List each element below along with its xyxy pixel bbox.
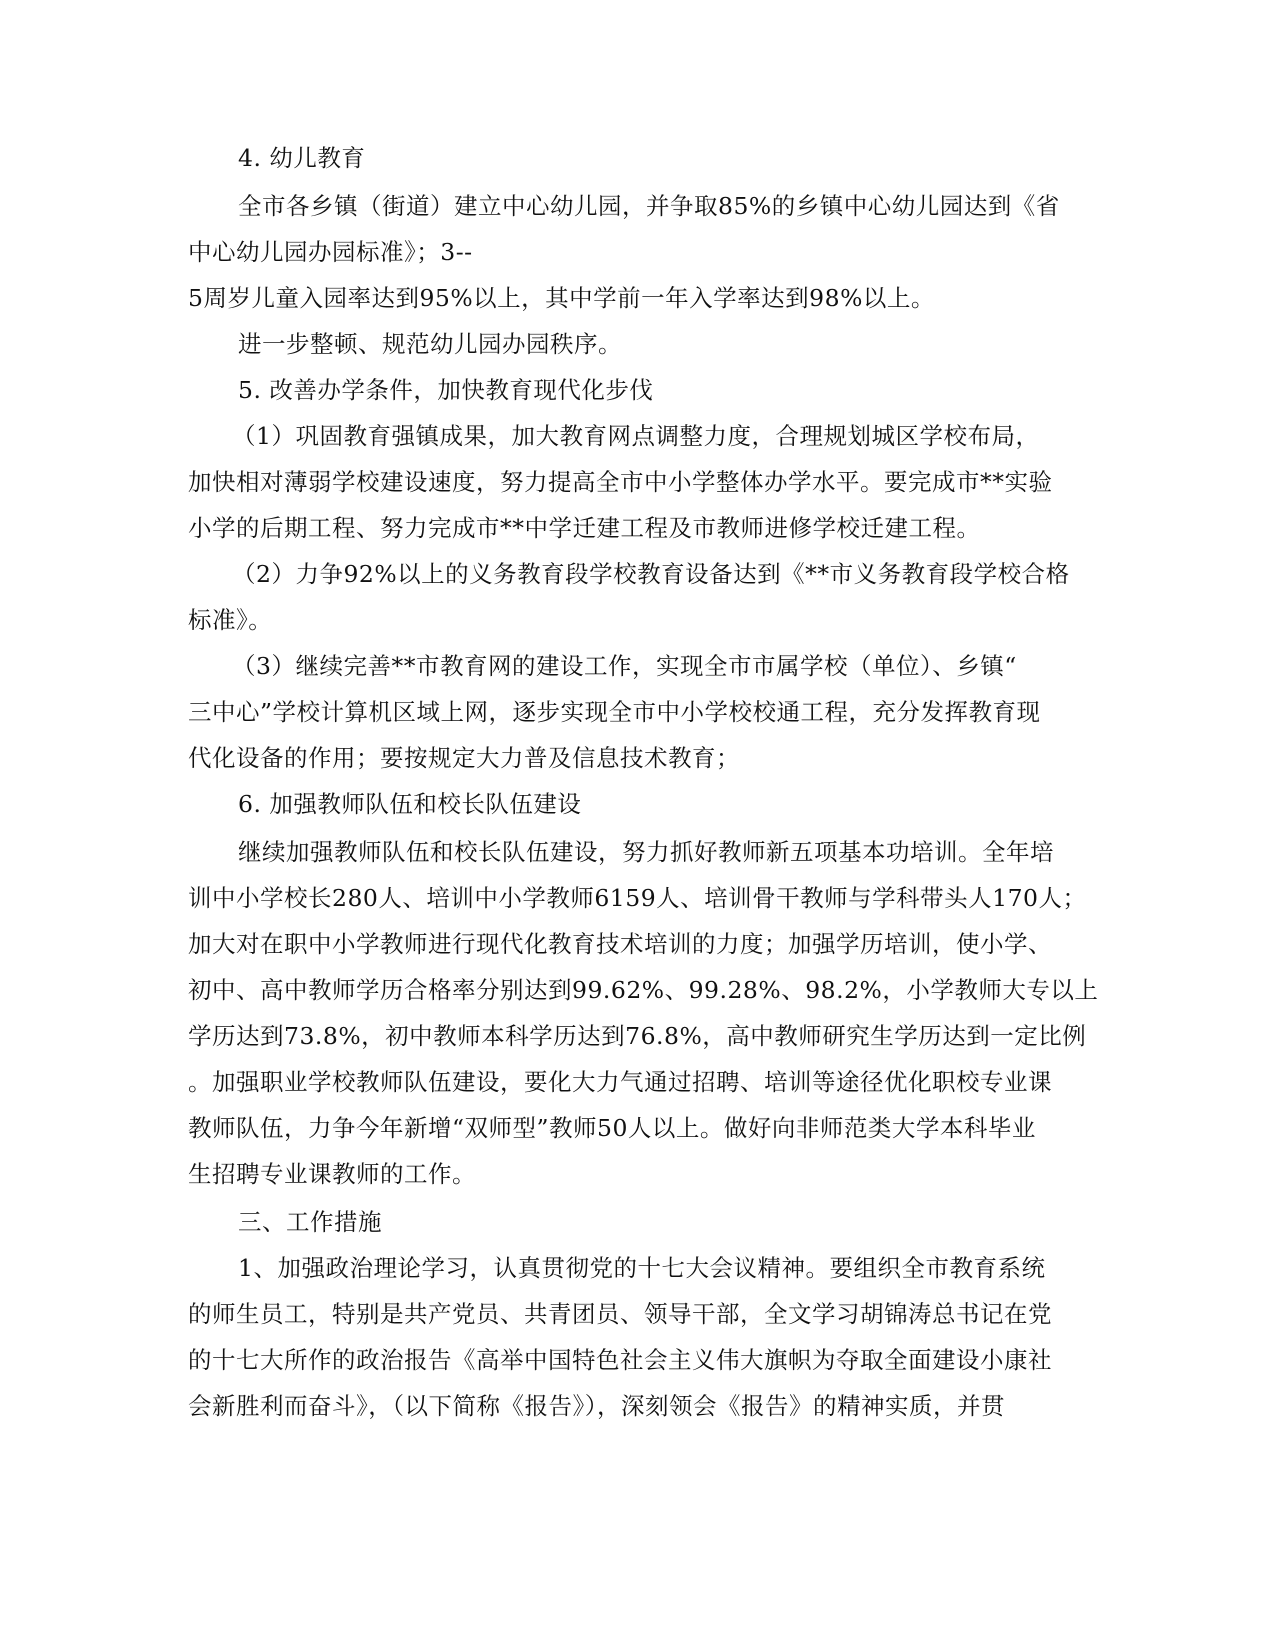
heading-work-measures: 三、工作措施 xyxy=(238,1208,382,1236)
paragraph-line: 会新胜利而奋斗》，（以下简称《报告》），深刻领会《报告》的精神实质，并贯 xyxy=(188,1392,1005,1420)
paragraph-line: 全市各乡镇（街道）建立中心幼儿园，并争取85%的乡镇中心幼儿园达到《省 xyxy=(238,192,1060,220)
paragraph-line: 生招聘专业课教师的工作。 xyxy=(188,1160,476,1188)
paragraph-line: 标准》。 xyxy=(188,606,273,634)
paragraph-line: 小学的后期工程、努力完成市**中学迁建工程及市教师进修学校迁建工程。 xyxy=(188,514,981,542)
paragraph-line: 三中心”学校计算机区域上网，逐步实现全市中小学校校通工程，充分发挥教育现 xyxy=(188,698,1041,726)
paragraph-line: 5周岁儿童入园率达到95%以上，其中学前一年入学率达到98%以上。 xyxy=(188,284,935,312)
paragraph-line: （3）继续完善**市教育网的建设工作，实现全市市属学校（单位）、乡镇“ xyxy=(232,652,1017,680)
paragraph-line: 的师生员工，特别是共产党员、共青团员、领导干部，全文学习胡锦涛总书记在党 xyxy=(188,1300,1052,1328)
heading-preschool-education: 4. 幼儿教育 xyxy=(238,144,366,172)
paragraph-line: 代化设备的作用；要按规定大力普及信息技术教育； xyxy=(188,744,740,772)
paragraph-line: 初中、高中教师学历合格率分别达到99.62%、99.28%、98.2%，小学教师大专以上 xyxy=(188,976,1099,1004)
paragraph-line: 训中小学校长280人、培训中小学教师6159人、培训骨干教师与学科带头人170人； xyxy=(188,884,1087,912)
paragraph-line: （2）力争92%以上的义务教育段学校教育设备达到《**市义务教育段学校合格 xyxy=(232,560,1070,588)
paragraph-line: （1）巩固教育强镇成果，加大教育网点调整力度，合理规划城区学校布局， xyxy=(232,422,1040,450)
paragraph-line: 的十七大所作的政治报告《高举中国特色社会主义伟大旗帜为夺取全面建设小康社 xyxy=(188,1346,1052,1374)
paragraph-line: 1、加强政治理论学习，认真贯彻党的十七大会议精神。要组织全市教育系统 xyxy=(238,1254,1046,1282)
paragraph-line: 加快相对薄弱学校建设速度，努力提高全市中小学整体办学水平。要完成市**实验 xyxy=(188,468,1053,496)
paragraph-line: 进一步整顿、规范幼儿园办园秩序。 xyxy=(238,330,622,358)
paragraph-line: 加大对在职中小学教师进行现代化教育技术培训的力度；加强学历培训，使小学、 xyxy=(188,930,1052,958)
paragraph-line: 中心幼儿园办园标准》；3-- xyxy=(188,238,473,266)
heading-school-conditions: 5. 改善办学条件，加快教育现代化步伐 xyxy=(238,376,654,404)
paragraph-line: 教师队伍，力争今年新增“双师型”教师50人以上。做好向非师范类大学本科毕业 xyxy=(188,1114,1036,1142)
heading-teacher-team: 6. 加强教师队伍和校长队伍建设 xyxy=(238,790,582,818)
paragraph-line: 继续加强教师队伍和校长队伍建设，努力抓好教师新五项基本功培训。全年培 xyxy=(238,838,1054,866)
paragraph-line: 。加强职业学校教师队伍建设，要化大力气通过招聘、培训等途径优化职校专业课 xyxy=(188,1068,1052,1096)
paragraph-line: 学历达到73.8%，初中教师本科学历达到76.8%，高中教师研究生学历达到一定比例 xyxy=(188,1022,1087,1050)
